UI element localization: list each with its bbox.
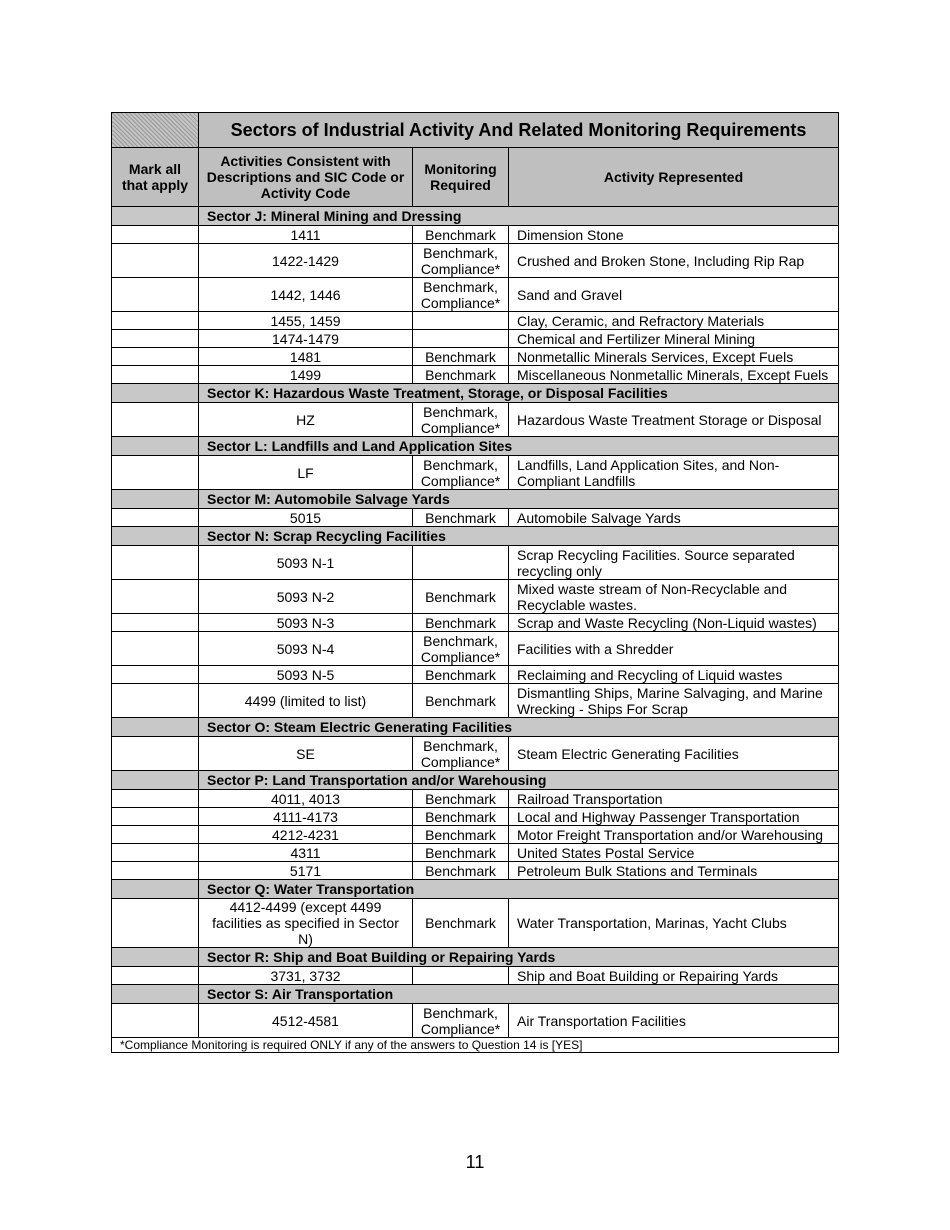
sic-code-cell: 1422-1429 [199,244,413,278]
sic-code-cell: 4412-4499 (except 4499 facilities as specified in Sector N) [199,899,413,948]
sector-header-blank [112,384,199,403]
mark-checkbox-cell[interactable] [112,967,199,985]
sic-code-cell: 5171 [199,862,413,880]
mark-checkbox-cell[interactable] [112,509,199,527]
sector-header-row [112,948,839,967]
mark-checkbox-cell[interactable] [112,737,199,771]
sic-code-cell: 5093 N-3 [199,614,413,632]
activity-represented-cell: Railroad Transportation [509,790,839,808]
monitoring-required-cell: Benchmark [413,348,509,366]
table-row [112,348,839,366]
header-activity-represented: Activity Represented [509,148,839,207]
monitoring-required-cell: Benchmark [413,666,509,684]
mark-checkbox-cell[interactable] [112,862,199,880]
activity-represented-cell: Clay, Ceramic, and Refractory Materials [509,312,839,330]
mark-checkbox-cell[interactable] [112,684,199,718]
activity-represented-cell: United States Postal Service [509,844,839,862]
monitoring-requirements-sheet [111,112,838,1053]
monitoring-required-cell [413,546,509,580]
monitoring-required-cell: Benchmark [413,790,509,808]
activity-represented-cell: Nonmetallic Minerals Services, Except Fuels [509,348,839,366]
mark-checkbox-cell[interactable] [112,580,199,614]
sic-code-cell: 5093 N-2 [199,580,413,614]
mark-checkbox-cell[interactable] [112,312,199,330]
footnote: *Compliance Monitoring is required ONLY if any of the answers to Question 14 is [YES] [112,1038,839,1053]
table-row [112,312,839,330]
monitoring-required-cell [413,967,509,985]
table-row [112,666,839,684]
table-row [112,684,839,718]
table-row [112,1004,839,1038]
sector-header-blank [112,985,199,1004]
activity-represented-cell: Hazardous Waste Treatment Storage or Disposal [509,403,839,437]
mark-checkbox-cell[interactable] [112,278,199,312]
activity-represented-cell: Miscellaneous Nonmetallic Minerals, Except Fuels [509,366,839,384]
table-row [112,862,839,880]
mark-checkbox-cell[interactable] [112,790,199,808]
sectors-table [111,112,839,1053]
mark-checkbox-cell[interactable] [112,844,199,862]
table-row [112,366,839,384]
sic-code-cell: 1442, 1446 [199,278,413,312]
activity-represented-cell: Steam Electric Generating Facilities [509,737,839,771]
activity-represented-cell: Mixed waste stream of Non-Recyclable and Recyclable wastes. [509,580,839,614]
sector-header-blank [112,718,199,737]
sic-code-cell: 1481 [199,348,413,366]
table-row [112,632,839,666]
sector-name: Sector N: Scrap Recycling Facilities [199,527,839,546]
monitoring-required-cell: Benchmark [413,844,509,862]
sector-header-row [112,771,839,790]
activity-represented-cell: Scrap Recycling Facilities. Source separated recycling only [509,546,839,580]
monitoring-required-cell: Benchmark [413,684,509,718]
sic-code-cell: SE [199,737,413,771]
activity-represented-cell: Crushed and Broken Stone, Including Rip Rap [509,244,839,278]
activity-represented-cell: Scrap and Waste Recycling (Non-Liquid wastes) [509,614,839,632]
sector-header-row [112,985,839,1004]
table-title: Sectors of Industrial Activity And Related Monitoring Requirements [199,113,839,148]
table-row [112,808,839,826]
sector-header-row [112,384,839,403]
monitoring-required-cell: Benchmark [413,366,509,384]
activity-represented-cell: Dimension Stone [509,226,839,244]
table-row [112,244,839,278]
monitoring-required-cell: Benchmark, Compliance* [413,632,509,666]
table-row [112,844,839,862]
sector-header-blank [112,207,199,226]
monitoring-required-cell: Benchmark [413,899,509,948]
mark-checkbox-cell[interactable] [112,1004,199,1038]
sector-name: Sector P: Land Transportation and/or Warehousing [199,771,839,790]
activity-represented-cell: Reclaiming and Recycling of Liquid wastes [509,666,839,684]
mark-checkbox-cell[interactable] [112,366,199,384]
sic-code-cell: 1455, 1459 [199,312,413,330]
activity-represented-cell: Air Transportation Facilities [509,1004,839,1038]
activity-represented-cell: Local and Highway Passenger Transportation [509,808,839,826]
sector-header-blank [112,771,199,790]
sector-name: Sector R: Ship and Boat Building or Repairing Yards [199,948,839,967]
mark-checkbox-cell[interactable] [112,330,199,348]
monitoring-required-cell: Benchmark [413,862,509,880]
monitoring-required-cell: Benchmark [413,509,509,527]
activity-represented-cell: Automobile Salvage Yards [509,509,839,527]
table-row [112,580,839,614]
mark-checkbox-cell[interactable] [112,808,199,826]
table-row [112,509,839,527]
table-row [112,967,839,985]
sic-code-cell: 4499 (limited to list) [199,684,413,718]
sector-header-blank [112,527,199,546]
table-row [112,546,839,580]
sector-header-row [112,527,839,546]
sic-code-cell: 4311 [199,844,413,862]
sector-name: Sector O: Steam Electric Generating Facilities [199,718,839,737]
activity-represented-cell: Landfills, Land Application Sites, and Non-Compliant Landfills [509,456,839,490]
mark-checkbox-cell[interactable] [112,826,199,844]
mark-checkbox-cell[interactable] [112,226,199,244]
sector-header-row [112,880,839,899]
mark-checkbox-cell[interactable] [112,614,199,632]
sic-code-cell: 5093 N-5 [199,666,413,684]
sector-header-row [112,437,839,456]
sic-code-cell: 4512-4581 [199,1004,413,1038]
sic-code-cell: 5093 N-4 [199,632,413,666]
sector-header-row [112,718,839,737]
monitoring-required-cell: Benchmark [413,580,509,614]
monitoring-required-cell: Benchmark [413,826,509,844]
table-row [112,826,839,844]
sector-name: Sector K: Hazardous Waste Treatment, Storage, or Disposal Facilities [199,384,839,403]
sector-header-blank [112,437,199,456]
sector-header-row [112,490,839,509]
monitoring-required-cell: Benchmark [413,226,509,244]
activity-represented-cell: Motor Freight Transportation and/or Warehousing [509,826,839,844]
activity-represented-cell: Ship and Boat Building or Repairing Yards [509,967,839,985]
sic-code-cell: HZ [199,403,413,437]
monitoring-required-cell [413,330,509,348]
monitoring-required-cell: Benchmark, Compliance* [413,1004,509,1038]
monitoring-required-cell: Benchmark, Compliance* [413,737,509,771]
monitoring-required-cell: Benchmark, Compliance* [413,403,509,437]
table-body [112,207,839,1038]
table-row [112,226,839,244]
monitoring-required-cell: Benchmark, Compliance* [413,278,509,312]
sic-code-cell: 5093 N-1 [199,546,413,580]
sector-name: Sector L: Landfills and Land Application Sites [199,437,839,456]
sic-code-cell: 1411 [199,226,413,244]
sic-code-cell: 4212-4231 [199,826,413,844]
activity-represented-cell: Chemical and Fertilizer Mineral Mining [509,330,839,348]
page-number: 11 [465,1152,485,1172]
header-mark: Mark all that apply [112,148,199,207]
header-corner [112,113,199,148]
mark-checkbox-cell[interactable] [112,666,199,684]
sector-header-blank [112,948,199,967]
mark-checkbox-cell[interactable] [112,546,199,580]
activity-represented-cell: Sand and Gravel [509,278,839,312]
sector-name: Sector S: Air Transportation [199,985,839,1004]
activity-represented-cell: Facilities with a Shredder [509,632,839,666]
table-row [112,403,839,437]
mark-checkbox-cell[interactable] [112,632,199,666]
sic-code-cell: 5015 [199,509,413,527]
sector-header-blank [112,490,199,509]
table-row [112,899,839,948]
sector-name: Sector Q: Water Transportation [199,880,839,899]
mark-checkbox-cell[interactable] [112,244,199,278]
mark-checkbox-cell[interactable] [112,348,199,366]
sector-header-row [112,207,839,226]
header-monitoring: Monitoring Required [413,148,509,207]
activity-represented-cell: Dismantling Ships, Marine Salvaging, and Marine Wrecking - Ships For Scrap [509,684,839,718]
activity-represented-cell: Water Transportation, Marinas, Yacht Clubs [509,899,839,948]
monitoring-required-cell: Benchmark [413,808,509,826]
sic-code-cell: LF [199,456,413,490]
header-activities: Activities Consistent with Descriptions and SIC Code or Activity Code [199,148,413,207]
mark-checkbox-cell[interactable] [112,899,199,948]
sector-name: Sector J: Mineral Mining and Dressing [199,207,839,226]
table-row [112,330,839,348]
sic-code-cell: 4111-4173 [199,808,413,826]
monitoring-required-cell [413,312,509,330]
sic-code-cell: 1499 [199,366,413,384]
sector-name: Sector M: Automobile Salvage Yards [199,490,839,509]
table-row [112,614,839,632]
sic-code-cell: 4011, 4013 [199,790,413,808]
sic-code-cell: 1474-1479 [199,330,413,348]
mark-checkbox-cell[interactable] [112,456,199,490]
table-row [112,456,839,490]
activity-represented-cell: Petroleum Bulk Stations and Terminals [509,862,839,880]
mark-checkbox-cell[interactable] [112,403,199,437]
sic-code-cell: 3731, 3732 [199,967,413,985]
table-row [112,790,839,808]
monitoring-required-cell: Benchmark, Compliance* [413,244,509,278]
monitoring-required-cell: Benchmark, Compliance* [413,456,509,490]
table-row [112,278,839,312]
table-row [112,737,839,771]
monitoring-required-cell: Benchmark [413,614,509,632]
sector-header-blank [112,880,199,899]
